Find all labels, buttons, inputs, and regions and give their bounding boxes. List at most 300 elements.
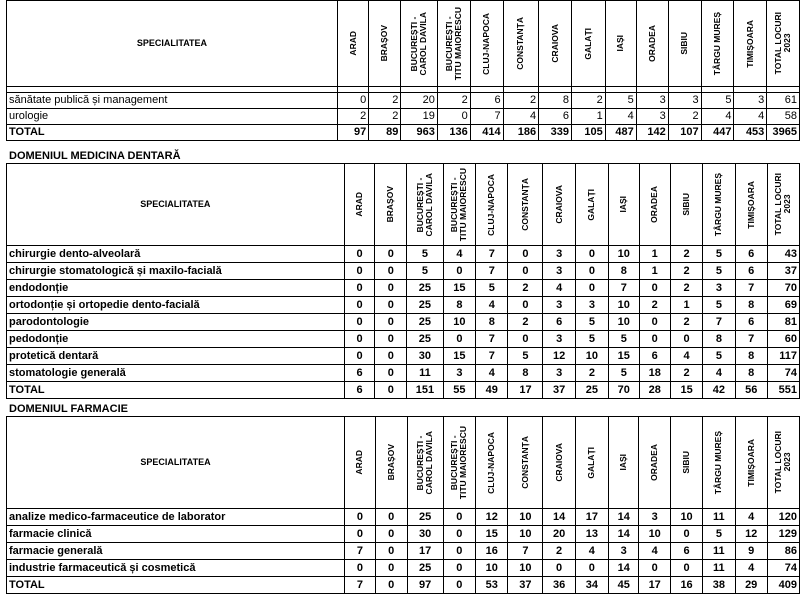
cell-value: 20 [401, 93, 437, 109]
header-column-label: TOTAL LOCURI 2023 [773, 431, 793, 494]
header-column-label: ORADEA [649, 186, 660, 223]
header-column-label: BUCUREȘTI - TITU MAIORESCU [443, 6, 463, 81]
cell-value: 8 [703, 331, 735, 348]
cell-value: 5 [508, 348, 543, 365]
section-title-medicina-dentara: DOMENIUL MEDICINA DENTARĂ [9, 150, 181, 162]
specialty-name: sănătate publică și management [7, 93, 338, 109]
header-column [508, 164, 543, 246]
cell-value: 1 [639, 263, 670, 280]
header-row [7, 417, 800, 509]
cell-value: 963 [401, 125, 437, 141]
header-column [476, 417, 508, 509]
header-column [337, 1, 368, 87]
header-column-label: SIBIU [681, 451, 692, 474]
cell-value: 0 [375, 331, 407, 348]
cell-value: 0 [375, 348, 407, 365]
cell-value: 0 [375, 526, 407, 543]
header-column [701, 1, 734, 87]
cell-value: 117 [767, 348, 799, 365]
cell-value: 3 [636, 93, 668, 109]
cell-value: 107 [668, 125, 701, 141]
cell-value: 74 [767, 365, 799, 382]
header-column-label: TOTAL LOCURI 2023 [773, 173, 793, 236]
cell-value: 55 [443, 382, 475, 399]
header-column [703, 164, 735, 246]
cell-value: 0 [575, 263, 608, 280]
cell-value: 2 [670, 280, 702, 297]
cell-value: 81 [767, 314, 799, 331]
table-row [7, 331, 800, 348]
cell-value: 453 [734, 125, 767, 141]
cell-value: 37 [508, 577, 543, 594]
table-row [7, 314, 800, 331]
cell-value: 0 [375, 509, 407, 526]
header-column-label: BRAȘOV [385, 444, 396, 481]
table-row [7, 560, 800, 577]
cell-value: 69 [767, 297, 799, 314]
cell-value: 3 [543, 297, 575, 314]
header-column-label: BUCUREȘTI - CAROL DAVILA [414, 172, 434, 237]
cell-value: 7 [476, 263, 508, 280]
header-column-label: ARAD [354, 450, 365, 475]
header-column [735, 417, 767, 509]
total-label: TOTAL [7, 382, 345, 399]
cell-value: 6 [543, 314, 575, 331]
cell-value: 10 [508, 509, 543, 526]
cell-value: 3 [608, 543, 639, 560]
cell-value: 2 [670, 314, 702, 331]
cell-value: 5 [703, 246, 735, 263]
table-row [7, 297, 800, 314]
cell-value: 15 [476, 526, 508, 543]
table-medicina-top [6, 0, 800, 141]
header-column [575, 164, 608, 246]
cell-value: 2 [508, 314, 543, 331]
cell-value: 0 [443, 509, 475, 526]
specialty-name: farmacie generală [7, 543, 345, 560]
specialty-name: industrie farmaceutică și cosmetică [7, 560, 345, 577]
cell-value: 136 [437, 125, 470, 141]
cell-value: 14 [608, 526, 639, 543]
cell-value: 0 [543, 560, 575, 577]
cell-value: 0 [345, 560, 376, 577]
cell-value: 2 [575, 365, 608, 382]
cell-value: 339 [539, 125, 572, 141]
cell-value: 4 [575, 543, 608, 560]
cell-value: 2 [337, 109, 368, 125]
cell-value: 7 [735, 331, 767, 348]
cell-value: 5 [701, 93, 734, 109]
cell-value: 7 [476, 246, 508, 263]
section-title-farmacie: DOMENIUL FARMACIE [9, 403, 128, 415]
cell-value: 0 [375, 543, 407, 560]
cell-value: 16 [476, 543, 508, 560]
cell-value: 0 [639, 331, 670, 348]
cell-value: 29 [735, 577, 767, 594]
cell-value: 7 [609, 280, 640, 297]
header-column-label: BRAȘOV [379, 25, 390, 62]
cell-value: 3 [543, 331, 575, 348]
cell-value: 74 [767, 560, 799, 577]
header-specialitatea: SPECIALITATEA [7, 417, 345, 509]
cell-value: 0 [508, 331, 543, 348]
cell-value: 34 [575, 577, 608, 594]
cell-value: 2 [543, 543, 575, 560]
cell-value: 17 [639, 577, 670, 594]
cell-value: 0 [375, 560, 407, 577]
cell-value: 2 [508, 280, 543, 297]
cell-value: 0 [375, 365, 407, 382]
header-column [369, 1, 401, 87]
table-row [7, 365, 800, 382]
header-column [575, 417, 608, 509]
cell-value: 25 [407, 560, 443, 577]
cell-value: 0 [443, 577, 475, 594]
cell-value: 97 [337, 125, 368, 141]
cell-value: 4 [476, 365, 508, 382]
header-column [636, 1, 668, 87]
cell-value: 10 [609, 297, 640, 314]
cell-value: 2 [670, 365, 702, 382]
table-row [7, 109, 800, 125]
cell-value: 7 [703, 314, 735, 331]
cell-value: 5 [407, 263, 444, 280]
cell-value: 5 [703, 263, 735, 280]
cell-value: 7 [508, 543, 543, 560]
cell-value: 25 [407, 314, 444, 331]
cell-value: 1 [571, 109, 605, 125]
cell-value: 0 [508, 263, 543, 280]
cell-value: 17 [575, 509, 608, 526]
cell-value: 13 [575, 526, 608, 543]
specialty-name: urologie [7, 109, 338, 125]
cell-value: 2 [503, 93, 539, 109]
cell-value: 0 [639, 560, 670, 577]
header-column [503, 1, 539, 87]
cell-value: 2 [369, 109, 401, 125]
cell-value: 3 [543, 365, 575, 382]
header-column-label: TÂRGU MUREȘ [712, 11, 722, 76]
header-column-label: TIMIȘOARA [744, 19, 755, 68]
header-column-label: ORADEA [646, 25, 657, 62]
cell-value: 11 [703, 509, 735, 526]
header-column [609, 164, 640, 246]
cell-value: 3 [443, 365, 475, 382]
cell-value: 4 [734, 109, 767, 125]
cell-value: 2 [369, 93, 401, 109]
header-column-label: SIBIU [679, 32, 690, 55]
cell-value: 30 [407, 348, 444, 365]
cell-value: 3 [636, 109, 668, 125]
cell-value: 4 [735, 560, 767, 577]
header-column [703, 417, 735, 509]
cell-value: 0 [670, 560, 702, 577]
cell-value: 3 [668, 93, 701, 109]
cell-value: 3 [639, 509, 670, 526]
cell-value: 53 [476, 577, 508, 594]
cell-value: 5 [703, 526, 735, 543]
cell-value: 25 [575, 382, 608, 399]
cell-value: 18 [639, 365, 670, 382]
cell-value: 6 [735, 263, 767, 280]
header-column-label: CONSTANȚA [515, 17, 526, 70]
cell-value: 7 [476, 331, 508, 348]
cell-value: 6 [344, 382, 375, 399]
header-column-label: CRAIOVA [553, 185, 564, 224]
total-row [7, 382, 800, 399]
cell-value: 4 [701, 109, 734, 125]
table-farmacie [6, 416, 800, 594]
cell-value: 120 [767, 509, 799, 526]
cell-value: 2 [639, 297, 670, 314]
cell-value: 129 [767, 526, 799, 543]
cell-value: 25 [407, 280, 444, 297]
specialty-name: ortodonție și ortopedie dento-facială [7, 297, 345, 314]
cell-value: 60 [767, 331, 799, 348]
header-column [437, 1, 470, 87]
cell-value: 0 [375, 263, 407, 280]
cell-value: 10 [508, 526, 543, 543]
cell-value: 6 [670, 543, 702, 560]
cell-value: 0 [443, 263, 475, 280]
cell-value: 6 [539, 109, 572, 125]
cell-value: 2 [437, 93, 470, 109]
cell-value: 5 [609, 365, 640, 382]
cell-value: 4 [543, 280, 575, 297]
header-specialitatea: SPECIALITATEA [7, 1, 338, 87]
cell-value: 2 [571, 93, 605, 109]
cell-value: 0 [375, 280, 407, 297]
cell-value: 15 [670, 382, 702, 399]
header-column-label: CRAIOVA [549, 24, 560, 63]
specialty-name: analize medico-farmaceutice de laborator [7, 509, 345, 526]
cell-value: 0 [344, 297, 375, 314]
cell-value: 0 [443, 526, 475, 543]
cell-value: 10 [609, 314, 640, 331]
cell-value: 0 [345, 509, 376, 526]
cell-value: 105 [571, 125, 605, 141]
cell-value: 409 [767, 577, 799, 594]
cell-value: 61 [767, 93, 800, 109]
cell-value: 36 [543, 577, 575, 594]
cell-value: 1 [670, 297, 702, 314]
header-column-label: CONSTANȚA [519, 436, 530, 489]
table-row [7, 348, 800, 365]
header-column [735, 164, 767, 246]
cell-value: 5 [575, 314, 608, 331]
cell-value: 6 [735, 246, 767, 263]
header-column-label: ORADEA [649, 444, 660, 481]
cell-value: 5 [703, 297, 735, 314]
cell-value: 8 [443, 297, 475, 314]
header-column-label: ARAD [347, 31, 358, 56]
header-column [443, 417, 475, 509]
cell-value: 17 [407, 543, 443, 560]
table-row [7, 246, 800, 263]
cell-value: 5 [407, 246, 444, 263]
specialty-name: protetică dentară [7, 348, 345, 365]
cell-value: 37 [543, 382, 575, 399]
cell-value: 12 [735, 526, 767, 543]
header-column [375, 164, 407, 246]
cell-value: 0 [344, 314, 375, 331]
cell-value: 70 [609, 382, 640, 399]
header-column [543, 164, 575, 246]
header-column-label: BRAȘOV [385, 186, 396, 223]
cell-value: 5 [476, 280, 508, 297]
header-row [7, 1, 800, 87]
cell-value: 15 [443, 280, 475, 297]
header-column [539, 1, 572, 87]
header-row [7, 164, 800, 246]
cell-value: 4 [735, 509, 767, 526]
header-column-label: TOTAL LOCURI 2023 [773, 12, 793, 75]
header-column-label: BUCUREȘTI - TITU MAIORESCU [449, 167, 469, 242]
cell-value: 0 [508, 297, 543, 314]
cell-value: 447 [701, 125, 734, 141]
cell-value: 0 [575, 280, 608, 297]
cell-value: 5 [605, 93, 636, 109]
header-column-label: GALAȚI [586, 188, 597, 221]
cell-value: 0 [344, 246, 375, 263]
cell-value: 6 [735, 314, 767, 331]
cell-value: 49 [476, 382, 508, 399]
cell-value: 15 [443, 348, 475, 365]
cell-value: 0 [437, 109, 470, 125]
cell-value: 4 [639, 543, 670, 560]
header-column-label: BUCUREȘTI - CAROL DAVILA [415, 430, 435, 495]
cell-value: 0 [375, 577, 407, 594]
cell-value: 151 [407, 382, 444, 399]
cell-value: 10 [443, 314, 475, 331]
header-column [375, 417, 407, 509]
cell-value: 10 [508, 560, 543, 577]
cell-value: 0 [639, 314, 670, 331]
header-column-label: CLUJ-NAPOCA [486, 173, 497, 236]
specialty-name: chirurgie dento-alveolară [7, 246, 345, 263]
cell-value: 86 [767, 543, 799, 560]
cell-value: 37 [767, 263, 799, 280]
cell-value: 0 [337, 93, 368, 109]
cell-value: 42 [703, 382, 735, 399]
header-column-label: TÂRGU MUREȘ [713, 172, 724, 237]
cell-value: 10 [670, 509, 702, 526]
header-column [345, 417, 376, 509]
header-column-label: TIMIȘOARA [745, 180, 756, 229]
header-column-label: GALAȚI [586, 446, 597, 479]
header-column [668, 1, 701, 87]
cell-value: 7 [345, 543, 376, 560]
cell-value: 487 [605, 125, 636, 141]
cell-value: 30 [407, 526, 443, 543]
total-label: TOTAL [7, 125, 338, 141]
header-column-label: CLUJ-NAPOCA [486, 431, 497, 494]
cell-value: 8 [508, 365, 543, 382]
header-column [734, 1, 767, 87]
header-column-label: GALAȚI [582, 27, 593, 60]
cell-value: 5 [575, 331, 608, 348]
specialty-name: pedodonție [7, 331, 345, 348]
cell-value: 142 [636, 125, 668, 141]
cell-value: 12 [476, 509, 508, 526]
cell-value: 14 [608, 509, 639, 526]
cell-value: 15 [609, 348, 640, 365]
header-column-label: SIBIU [681, 193, 692, 216]
header-column [670, 417, 702, 509]
cell-value: 7 [470, 109, 503, 125]
header-column [571, 1, 605, 87]
cell-value: 58 [767, 109, 800, 125]
cell-value: 0 [344, 280, 375, 297]
cell-value: 8 [735, 365, 767, 382]
table-row [7, 280, 800, 297]
cell-value: 3965 [767, 125, 800, 141]
cell-value: 5 [703, 348, 735, 365]
cell-value: 6 [639, 348, 670, 365]
header-column-label: TIMIȘOARA [745, 438, 756, 487]
table-row [7, 543, 800, 560]
header-column-label: ARAD [354, 192, 365, 217]
cell-value: 7 [345, 577, 376, 594]
table-row [7, 93, 800, 109]
cell-value: 4 [703, 365, 735, 382]
header-column [543, 417, 575, 509]
header-column [767, 417, 799, 509]
cell-value: 4 [476, 297, 508, 314]
cell-value: 3 [575, 297, 608, 314]
cell-value: 10 [575, 348, 608, 365]
table-row [7, 263, 800, 280]
cell-value: 12 [543, 348, 575, 365]
specialty-name: endodonție [7, 280, 345, 297]
header-column [508, 417, 543, 509]
cell-value: 10 [609, 246, 640, 263]
header-column-label: IAȘI [618, 196, 629, 213]
cell-value: 0 [345, 526, 376, 543]
cell-value: 0 [670, 331, 702, 348]
header-column [767, 1, 800, 87]
cell-value: 25 [407, 331, 444, 348]
specialty-name: stomatologie generală [7, 365, 345, 382]
cell-value: 551 [767, 382, 799, 399]
header-column-label: CRAIOVA [553, 443, 564, 482]
header-column [407, 417, 443, 509]
cell-value: 0 [375, 382, 407, 399]
cell-value: 8 [735, 348, 767, 365]
cell-value: 14 [543, 509, 575, 526]
cell-value: 1 [639, 246, 670, 263]
cell-value: 4 [443, 246, 475, 263]
cell-value: 0 [344, 331, 375, 348]
header-column [605, 1, 636, 87]
header-column [608, 417, 639, 509]
specialty-name: farmacie clinică [7, 526, 345, 543]
header-specialitatea: SPECIALITATEA [7, 164, 345, 246]
cell-value: 19 [401, 109, 437, 125]
header-column [407, 164, 444, 246]
header-column [401, 1, 437, 87]
total-label: TOTAL [7, 577, 345, 594]
header-column [767, 164, 799, 246]
cell-value: 14 [608, 560, 639, 577]
cell-value: 3 [703, 280, 735, 297]
cell-value: 8 [609, 263, 640, 280]
cell-value: 0 [375, 246, 407, 263]
specialty-name: chirurgie stomatologică și maxilo-facială [7, 263, 345, 280]
cell-value: 2 [668, 109, 701, 125]
cell-value: 38 [703, 577, 735, 594]
cell-value: 70 [767, 280, 799, 297]
